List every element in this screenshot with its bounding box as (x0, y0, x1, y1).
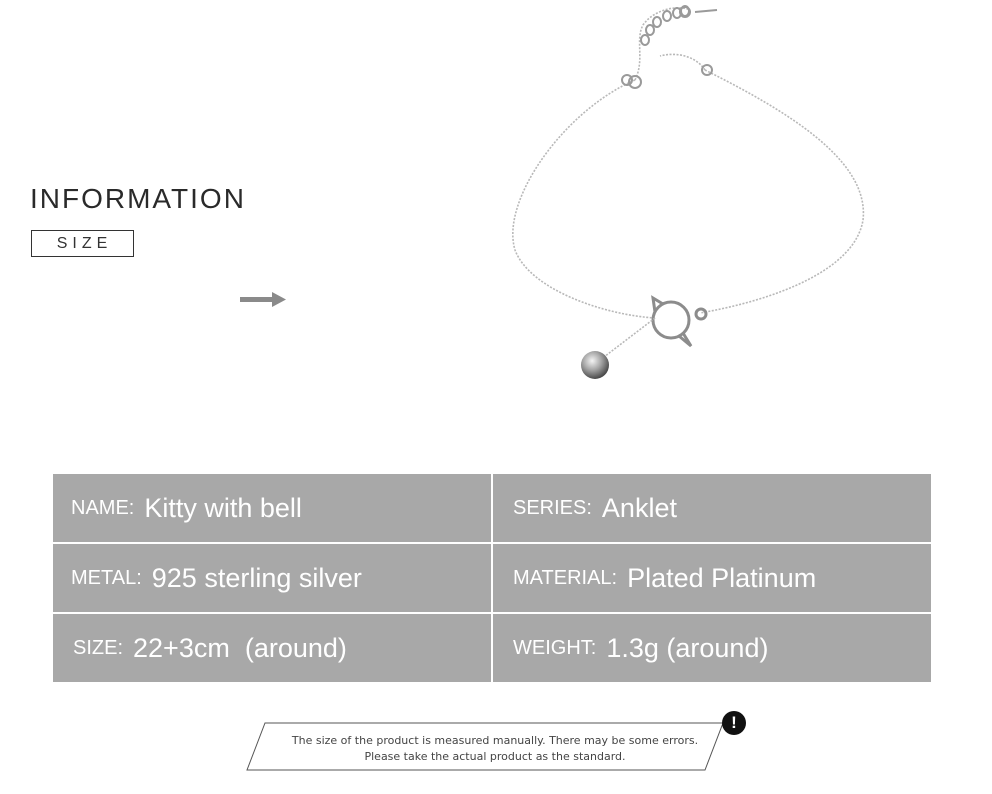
spec-series (493, 474, 931, 542)
spec-metal (53, 544, 491, 612)
spec-series-label: SERIES: (513, 496, 592, 519)
size-tab: SIZE (31, 230, 134, 257)
spec-table (53, 474, 931, 682)
spec-metal-label: METAL: (71, 566, 142, 589)
spec-name-label: NAME: (71, 496, 135, 519)
spec-series-value: Anklet (601, 492, 677, 523)
exclamation-icon: ! (722, 711, 746, 735)
spec-weight-value: 1.3g (around) (606, 632, 769, 663)
spec-metal-value: 925 sterling silver (151, 562, 362, 593)
spec-size (53, 614, 491, 682)
spec-material (493, 544, 931, 612)
anklet-product-image (495, 0, 885, 400)
disclaimer-line-2: Please take the actual product as the standard. (364, 750, 626, 763)
spec-weight (493, 614, 931, 682)
bell-charm (581, 351, 609, 379)
information-title: INFORMATION (30, 183, 246, 214)
spec-name-value: Kitty with bell (144, 492, 302, 523)
arrow-right-icon (240, 290, 288, 310)
spec-size-label: SIZE: (73, 636, 124, 659)
spec-weight-label: WEIGHT: (513, 636, 597, 659)
disclaimer-note (250, 733, 740, 765)
spec-name (53, 474, 491, 542)
spec-material-value: Plated Platinum (627, 562, 817, 593)
spec-material-label: MATERIAL: (513, 566, 618, 589)
spec-size-value: 22+3cm (around) (133, 632, 347, 663)
disclaimer-line-1: The size of the product is measured manually. There may be some errors. (291, 734, 699, 747)
